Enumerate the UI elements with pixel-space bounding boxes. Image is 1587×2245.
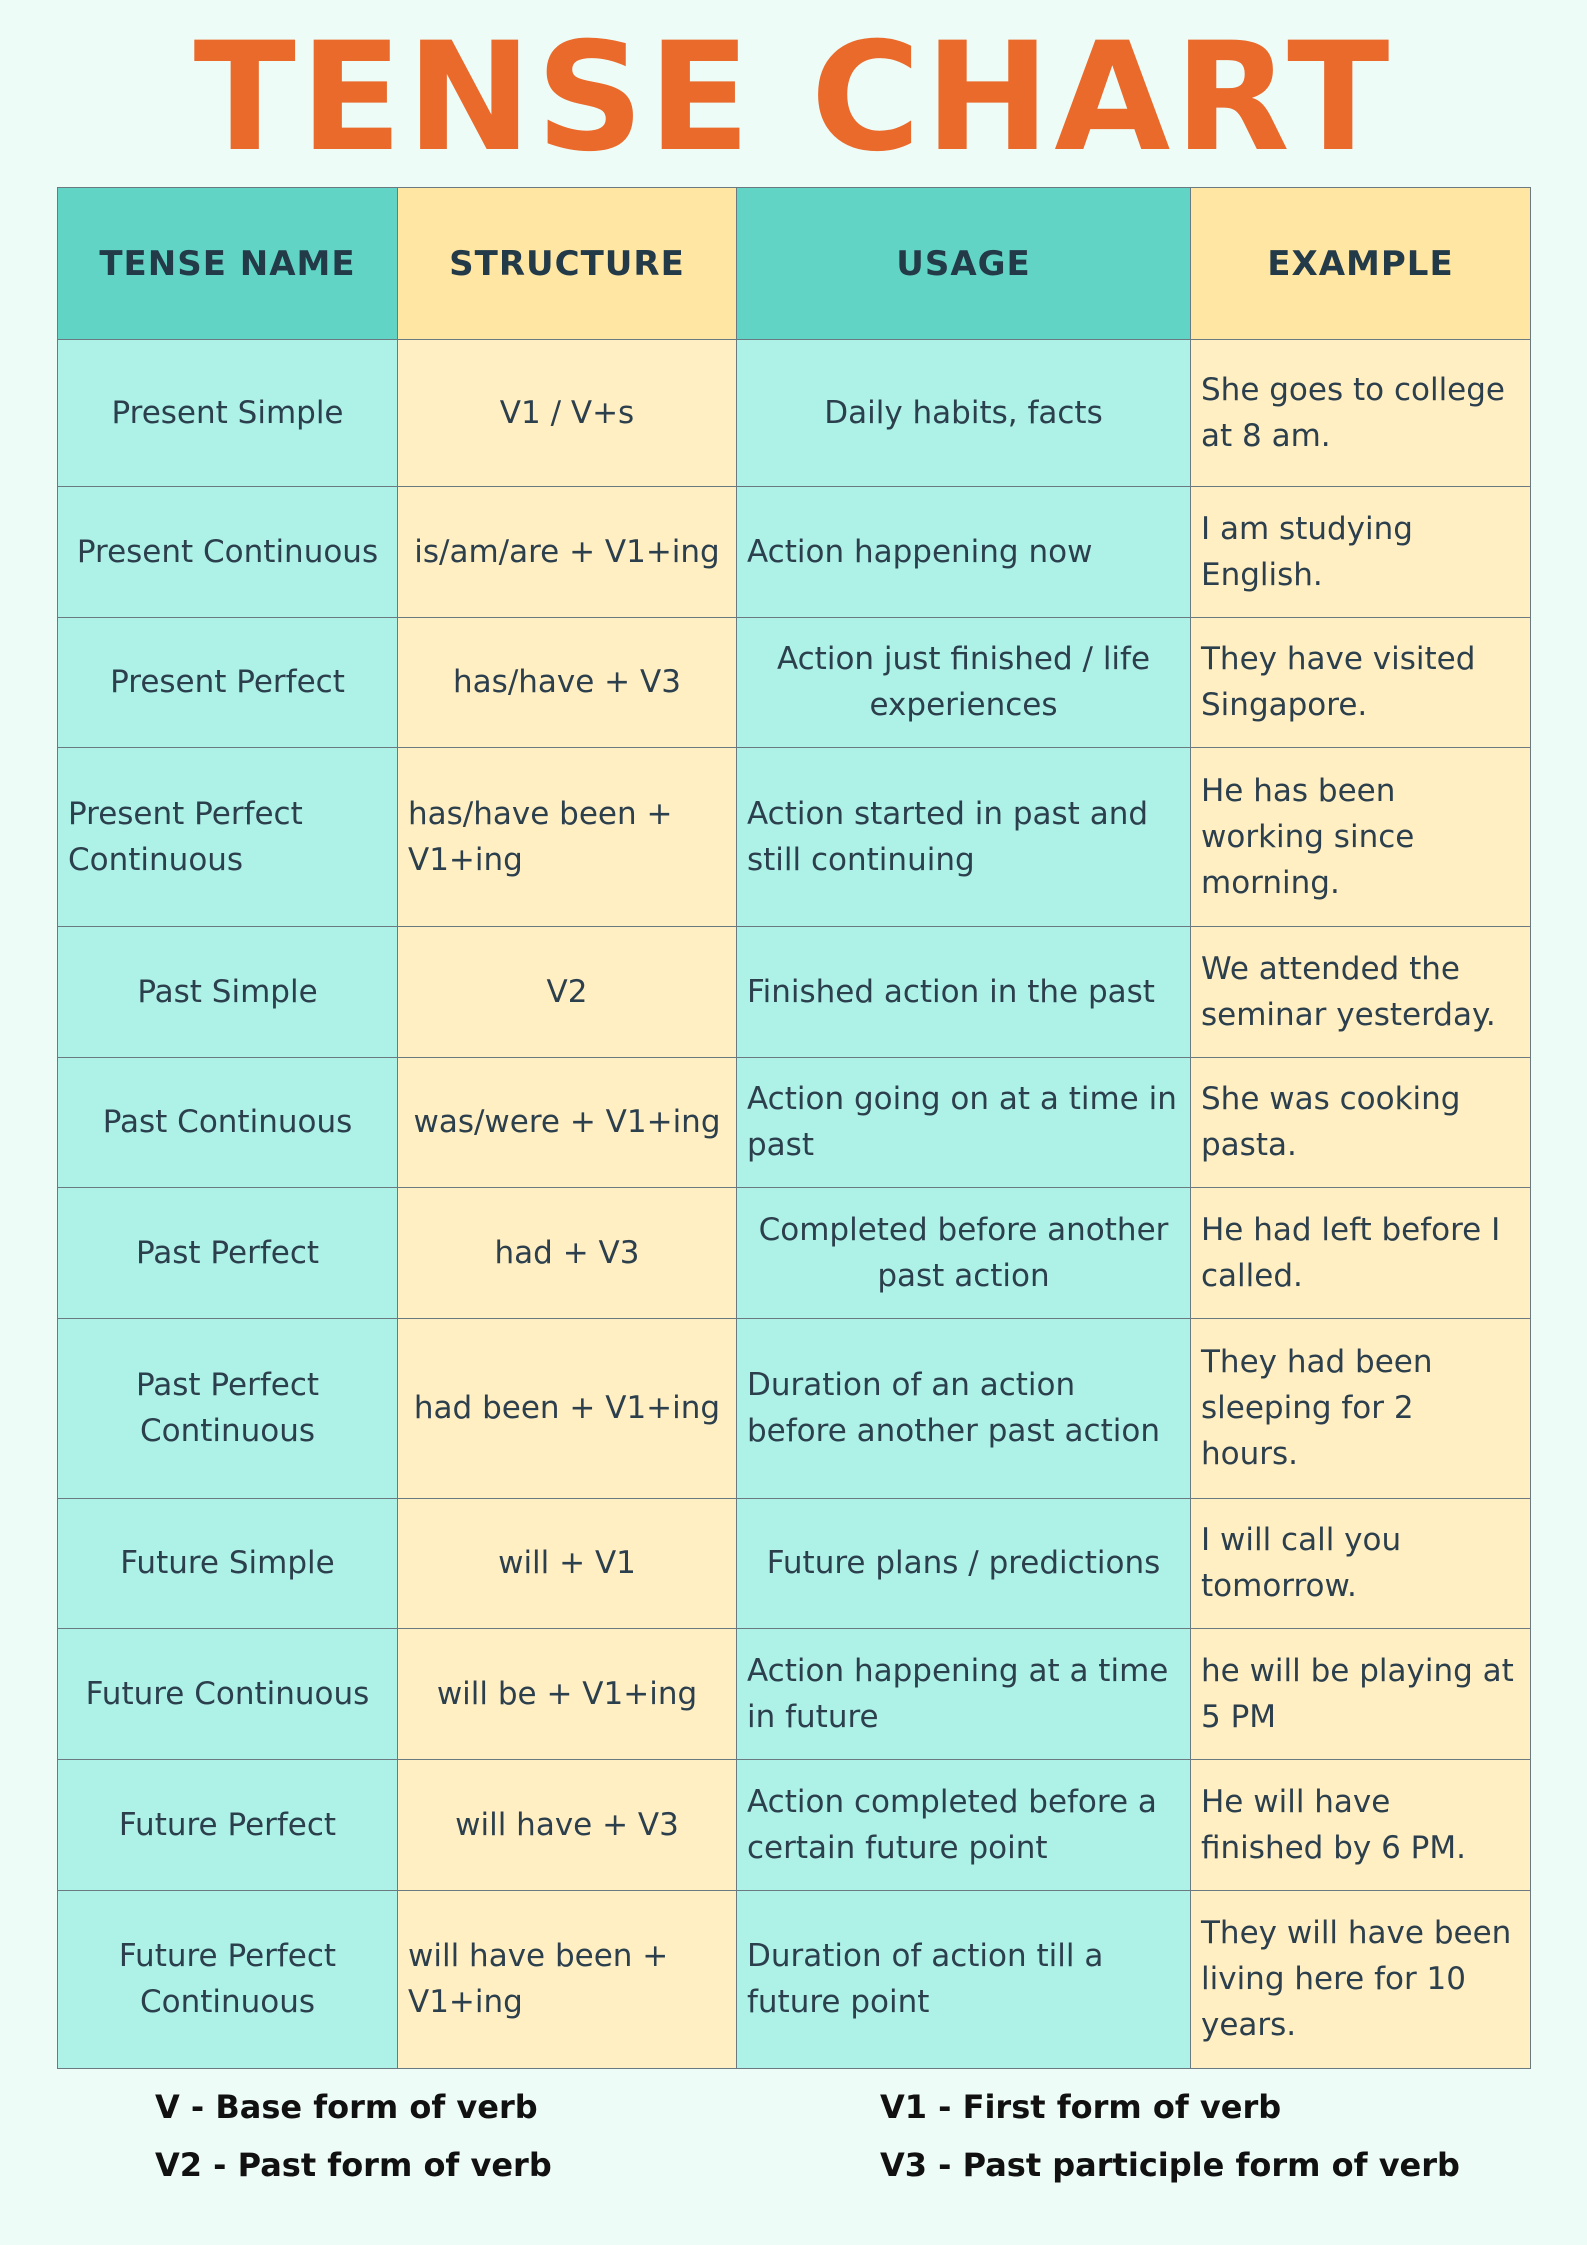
table-header-row — [58, 188, 1531, 340]
example-cell: She was cooking pasta. — [1191, 1057, 1531, 1187]
example-cell: he will be playing at 5 PM — [1191, 1628, 1531, 1759]
header-example: EXAMPLE — [1191, 188, 1531, 340]
tense-name-cell: Future Perfect — [58, 1760, 398, 1890]
example-cell: We attended the seminar yesterday. — [1191, 927, 1531, 1057]
example-cell: I will call you tomorrow. — [1191, 1498, 1531, 1628]
legend-v2: V2 - Past form of verb — [155, 2146, 552, 2184]
table-row — [58, 1319, 1531, 1498]
structure-cell: is/am/are + V1+ing — [398, 487, 737, 617]
table-row — [58, 1628, 1531, 1759]
usage-cell: Action happening at a time in future — [737, 1628, 1191, 1759]
table-row — [58, 1057, 1531, 1187]
example-cell: She goes to college at 8 am. — [1191, 340, 1531, 487]
tense-name-cell: Present Continuous — [58, 487, 398, 617]
structure-cell: will have + V3 — [398, 1760, 737, 1890]
tense-name-cell: Future Continuous — [58, 1628, 398, 1759]
legend-v1: V1 - First form of verb — [880, 2088, 1282, 2126]
usage-cell: Finished action in the past — [737, 927, 1191, 1057]
structure-cell: will be + V1+ing — [398, 1628, 737, 1759]
header-tense-name: TENSE NAME — [58, 188, 398, 340]
structure-cell: was/were + V1+ing — [398, 1057, 737, 1187]
tense-name-cell: Present Perfect Continuous — [58, 747, 398, 926]
usage-cell: Action completed before a certain future point — [737, 1760, 1191, 1890]
tense-name-cell: Future Perfect Continuous — [58, 1890, 398, 2068]
structure-cell: has/have + V3 — [398, 617, 737, 747]
structure-cell: had + V3 — [398, 1187, 737, 1318]
legend-v: V - Base form of verb — [155, 2088, 538, 2126]
table-row — [58, 487, 1531, 617]
header-structure: STRUCTURE — [398, 188, 737, 340]
page-title: TENSE CHART — [193, 11, 1394, 185]
legend-v3: V3 - Past participle form of verb — [880, 2146, 1460, 2184]
table-row — [58, 1498, 1531, 1628]
example-cell: He will have finished by 6 PM. — [1191, 1760, 1531, 1890]
table-row — [58, 340, 1531, 487]
tense-name-cell: Future Simple — [58, 1498, 398, 1628]
table-row — [58, 927, 1531, 1057]
tense-table — [57, 187, 1531, 2069]
structure-cell: will have been + V1+ing — [398, 1890, 737, 2068]
usage-cell: Action started in past and still continuing — [737, 747, 1191, 926]
usage-cell: Daily habits, facts — [737, 340, 1191, 487]
table-row — [58, 1760, 1531, 1890]
structure-cell: V1 / V+s — [398, 340, 737, 487]
example-cell: He has been working since morning. — [1191, 747, 1531, 926]
structure-cell: had been + V1+ing — [398, 1319, 737, 1498]
tense-name-cell: Present Perfect — [58, 617, 398, 747]
usage-cell: Duration of an action before another past action — [737, 1319, 1191, 1498]
structure-cell: will + V1 — [398, 1498, 737, 1628]
usage-cell: Action going on at a time in past — [737, 1057, 1191, 1187]
usage-cell: Action happening now — [737, 487, 1191, 617]
header-usage: USAGE — [737, 188, 1191, 340]
table-row — [58, 1890, 1531, 2068]
tense-name-cell: Past Continuous — [58, 1057, 398, 1187]
usage-cell: Future plans / predictions — [737, 1498, 1191, 1628]
usage-cell: Completed before another past action — [737, 1187, 1191, 1318]
example-cell: I am studying English. — [1191, 487, 1531, 617]
example-cell: He had left before I called. — [1191, 1187, 1531, 1318]
tense-name-cell: Past Perfect Continuous — [58, 1319, 398, 1498]
example-cell: They had been sleeping for 2 hours. — [1191, 1319, 1531, 1498]
example-cell: They will have been living here for 10 years. — [1191, 1890, 1531, 2068]
example-cell: They have visited Singapore. — [1191, 617, 1531, 747]
tense-name-cell: Past Perfect — [58, 1187, 398, 1318]
tense-name-cell: Past Simple — [58, 927, 398, 1057]
structure-cell: has/have been + V1+ing — [398, 747, 737, 926]
table-row — [58, 1187, 1531, 1318]
tense-name-cell: Present Simple — [58, 340, 398, 487]
table-row — [58, 747, 1531, 926]
structure-cell: V2 — [398, 927, 737, 1057]
usage-cell: Action just finished / life experiences — [737, 617, 1191, 747]
usage-cell: Duration of action till a future point — [737, 1890, 1191, 2068]
table-row — [58, 617, 1531, 747]
